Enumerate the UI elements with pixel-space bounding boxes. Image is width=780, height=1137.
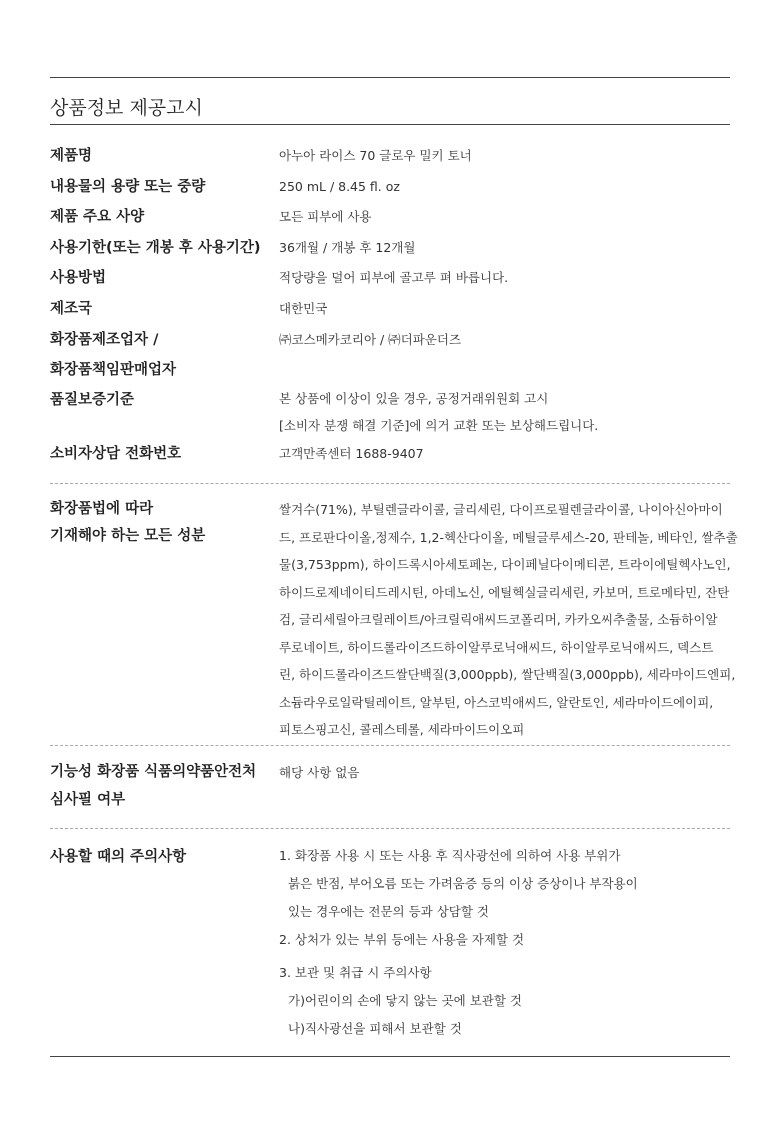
label-functional-line: 기능성 화장품 식품의약품안전처 <box>50 764 257 780</box>
ingredient-line: 드, 프로판다이올,정제수, 1,2-헥산다이올, 메틸글루세스-20, 판테놀, 베타인, 쌀추출 <box>279 529 738 545</box>
caution-line: 3. 보관 및 취급 시 주의사항 <box>279 965 432 980</box>
label-cautions: 사용할 때의 주의사항 <box>50 849 187 865</box>
ingredient-line: 루로네이트, 하이드롤라이즈드하이알루로닉애씨드, 하이알루로닉애씨드, 덱스트 <box>279 639 714 655</box>
label-manufacturer <box>50 325 176 385</box>
value-usage: 적당량을 덜어 피부에 골고루 펴 바릅니다. <box>279 270 509 285</box>
label-expiry: 사용기한(또는 개봉 후 사용기간) <box>50 240 261 256</box>
label-spec: 제품 주요 사양 <box>50 209 145 225</box>
label-contact: 소비자상담 전화번호 <box>50 446 182 462</box>
divider <box>50 745 730 746</box>
label-capacity: 내용물의 용량 또는 중량 <box>50 179 206 195</box>
caution-line: 가)어린이의 손에 닿지 않는 곳에 보관할 것 <box>288 993 522 1008</box>
value-capacity: 250 mL / 8.45 fl. oz <box>279 179 400 194</box>
ingredient-line: 소듐라우로일락틸레이트, 알부틴, 아스코빅애씨드, 알란토인, 세라마이드에이피, <box>279 694 714 710</box>
value-quality-line: 본 상품에 이상이 있을 경우, 공정거래위원회 고시 <box>279 391 549 406</box>
value-ingredients <box>279 496 738 744</box>
value-manufacturer: ㈜코스메카코리아 / ㈜더파운더즈 <box>279 332 462 347</box>
caution-line: 있는 경우에는 전문의 등과 상담할 것 <box>288 904 489 919</box>
label-product-name: 제품명 <box>50 148 93 164</box>
value-product-name: 아누아 라이스 70 글로우 밀키 토너 <box>279 148 472 163</box>
title-rule <box>50 124 730 125</box>
top-rule <box>50 77 730 78</box>
value-quality <box>279 385 734 439</box>
caution-line: 붉은 반점, 부어오름 또는 가려움증 등의 이상 증상이나 부작용이 <box>288 876 638 891</box>
label-functional-line: 심사필 여부 <box>50 792 126 808</box>
caution-line: 나)직사광선을 피해서 보관할 것 <box>288 1021 462 1036</box>
page-title: 상품정보 제공고시 <box>50 97 203 119</box>
caution-line: 2. 상처가 있는 부위 등에는 사용을 자제할 것 <box>279 932 525 947</box>
value-spec: 모든 피부에 사용 <box>279 209 372 224</box>
value-cautions <box>279 842 734 1043</box>
label-origin: 제조국 <box>50 301 93 317</box>
divider <box>50 483 730 484</box>
value-contact: 고객만족센터 1688-9407 <box>279 446 424 461</box>
label-ingredients-line: 기재해야 하는 모든 성분 <box>50 528 206 544</box>
label-functional <box>50 758 256 814</box>
ingredient-line: 린, 하이드롤라이즈드쌀단백질(3,000ppb), 쌀단백질(3,000ppb), 세라마이드엔피, <box>279 667 736 682</box>
label-manufacturer-line: 화장품책임판매업자 <box>50 362 177 378</box>
ingredient-line: 검, 글리세릴아크릴레이트/아크릴릭애씨드코폴리머, 카카오씨추출물, 소듐하이알 <box>279 612 718 627</box>
label-quality: 품질보증기준 <box>50 392 135 408</box>
label-usage: 사용방법 <box>50 270 107 286</box>
label-ingredients <box>50 496 205 550</box>
ingredient-line: 하이드로제네이티드레시틴, 아데노신, 에틸헥실글리세린, 카보머, 트로메타민, 잔탄 <box>279 584 730 600</box>
value-functional: 해당 사항 없음 <box>279 765 360 780</box>
caution-line: 1. 화장품 사용 시 또는 사용 후 직사광선에 의하여 사용 부위가 <box>279 848 621 863</box>
value-expiry: 36개월 / 개봉 후 12개월 <box>279 240 416 255</box>
label-manufacturer-line: 화장품제조업자 / <box>50 332 159 348</box>
ingredient-line: 쌀겨수(71%), 부틸렌글라이콜, 글리세린, 다이프로필렌글라이콜, 나이아신아마이 <box>279 502 723 517</box>
divider <box>50 828 730 829</box>
ingredient-line: 물(3,753ppm), 하이드록시아세토페논, 다이페닐다이메티콘, 트라이에틸헥사노인, <box>279 557 731 572</box>
label-ingredients-line: 화장품법에 따라 <box>50 501 154 517</box>
value-quality-line: [소비자 분쟁 해결 기준]에 의거 교환 또는 보상해드립니다. <box>279 418 599 433</box>
ingredient-line: 피토스핑고신, 콜레스테롤, 세라마이드이오피 <box>279 722 525 737</box>
value-origin: 대한민국 <box>279 301 328 316</box>
bottom-rule <box>50 1056 730 1057</box>
